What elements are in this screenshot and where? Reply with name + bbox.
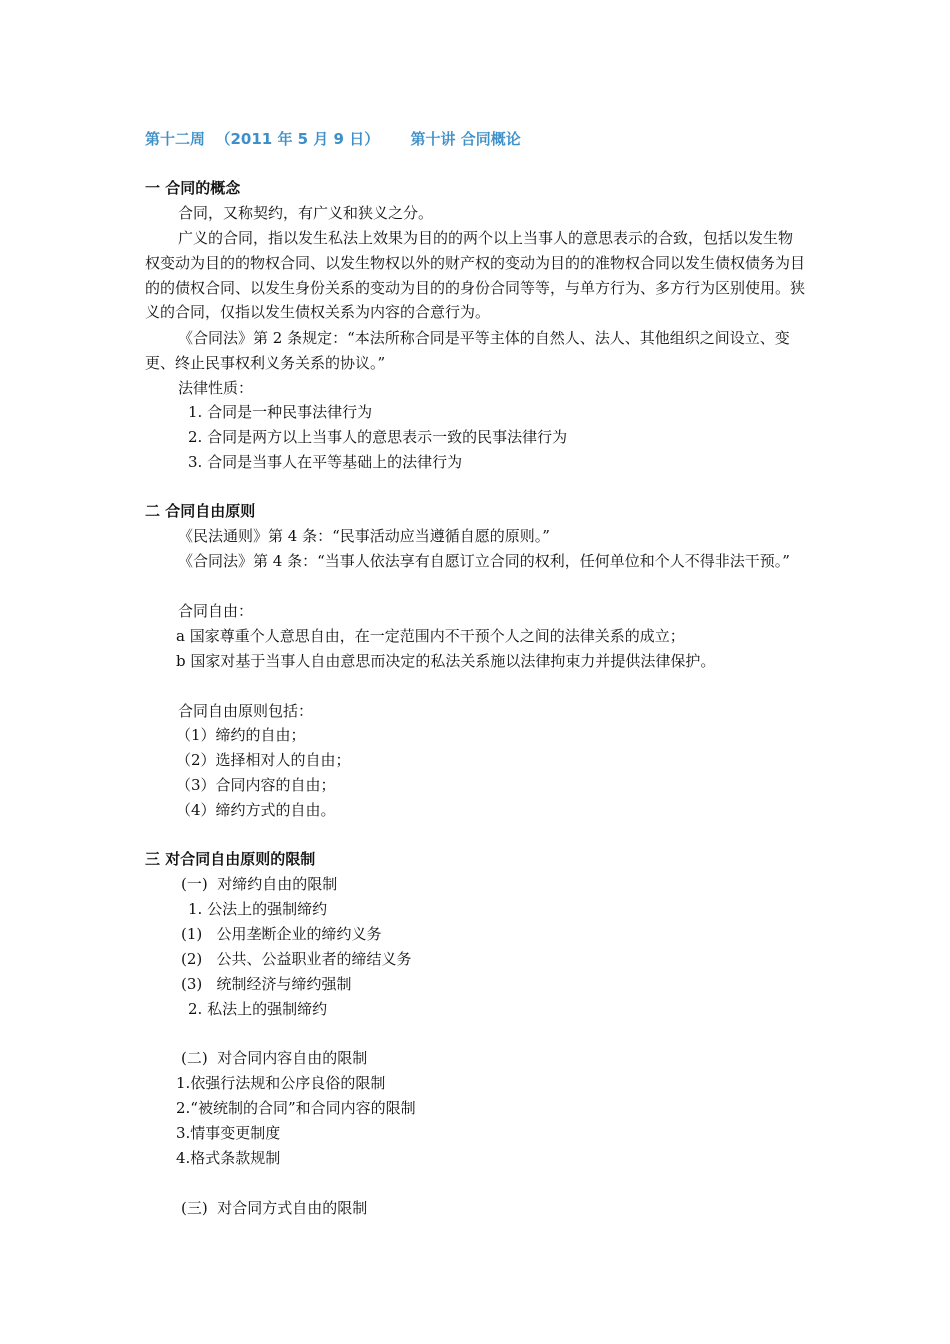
list-item: a 国家尊重个人意思自由，在一定范围内不干预个人之间的法律关系的成立； [176,627,685,645]
includes-label: 合同自由原则包括： [178,702,314,720]
paragraph: 《合同法》第 2 条规定：“本法所称合同是平等主体的自然人、法人、其他组织之间设立、变更、终止民事权利义务关系的协议。” [145,329,790,372]
list-item: （4）缔约方式的自由。 [176,801,336,819]
lecture-title [145,127,521,151]
subheading: (二) 对合同内容自由的限制 [181,1049,368,1067]
nature-label: 法律性质： [178,379,254,397]
list-item: （2）选择相对人的自由； [176,751,351,769]
list-item: 2. 私法上的强制缔约 [188,1000,328,1018]
list-item: （1）缔约的自由； [176,726,306,744]
list-item: 1. 公法上的强制缔约 [188,900,328,918]
section-heading-2: 二 合同自由原则 [145,502,256,520]
list-item: 2. 合同是两方以上当事人的意思表示一致的民事法律行为 [188,428,568,446]
lecture-label: 第十讲 合同概论 [410,130,521,148]
list-item: 1. 合同是一种民事法律行为 [188,403,373,421]
subheading: (一) 对缔约自由的限制 [181,875,338,893]
week-label: 第十二周 [145,130,206,148]
list-item: (1) 公用垄断企业的缔约义务 [181,925,382,943]
paragraph: 《合同法》第 4 条：“当事人依法享有自愿订立合同的权利，任何单位和个人不得非法干预。” [178,552,790,570]
paragraph: 广义的合同，指以发生私法上效果为目的的两个以上当事人的意思表示的合致，包括以发生物权变动为目的的物权合同、以发生物权以外的财产权的变动为目的的准物权合同以发生债权债务为目的的债权合同、以发生身份关系的变动为目的的身份合同等等，与单方行为、多方行为区别使用。狭义的合同，仅指以发生债权关系为内容的合意行为。 [145,229,806,322]
list-item: 3. 合同是当事人在平等基础上的法律行为 [188,453,463,471]
section-heading-3: 三 对合同自由原则的限制 [145,850,316,868]
section-heading-1: 一 合同的概念 [145,179,241,197]
date-label: （2011 年 5 月 9 日） [215,130,380,148]
list-item: 2.“被统制的合同”和合同内容的限制 [176,1099,416,1117]
list-item: 3.情事变更制度 [176,1124,281,1142]
list-item: 4.格式条款规制 [176,1149,281,1167]
paragraph: 《民法通则》第 4 条：“民事活动应当遵循自愿的原则。” [178,527,550,545]
list-item: b 国家对基于当事人自由意思而决定的私法关系施以法律拘束力并提供法律保护。 [176,652,716,670]
list-item: (2) 公共、公益职业者的缔结义务 [181,950,412,968]
list-item: 1.依强行法规和公序良俗的限制 [176,1074,386,1092]
subheading: (三) 对合同方式自由的限制 [181,1199,368,1217]
paragraph: 合同，又称契约，有广义和狭义之分。 [178,204,434,222]
list-item: （3）合同内容的自由； [176,776,336,794]
list-item: (3) 统制经济与缔约强制 [181,975,352,993]
freedom-label: 合同自由： [178,602,254,620]
